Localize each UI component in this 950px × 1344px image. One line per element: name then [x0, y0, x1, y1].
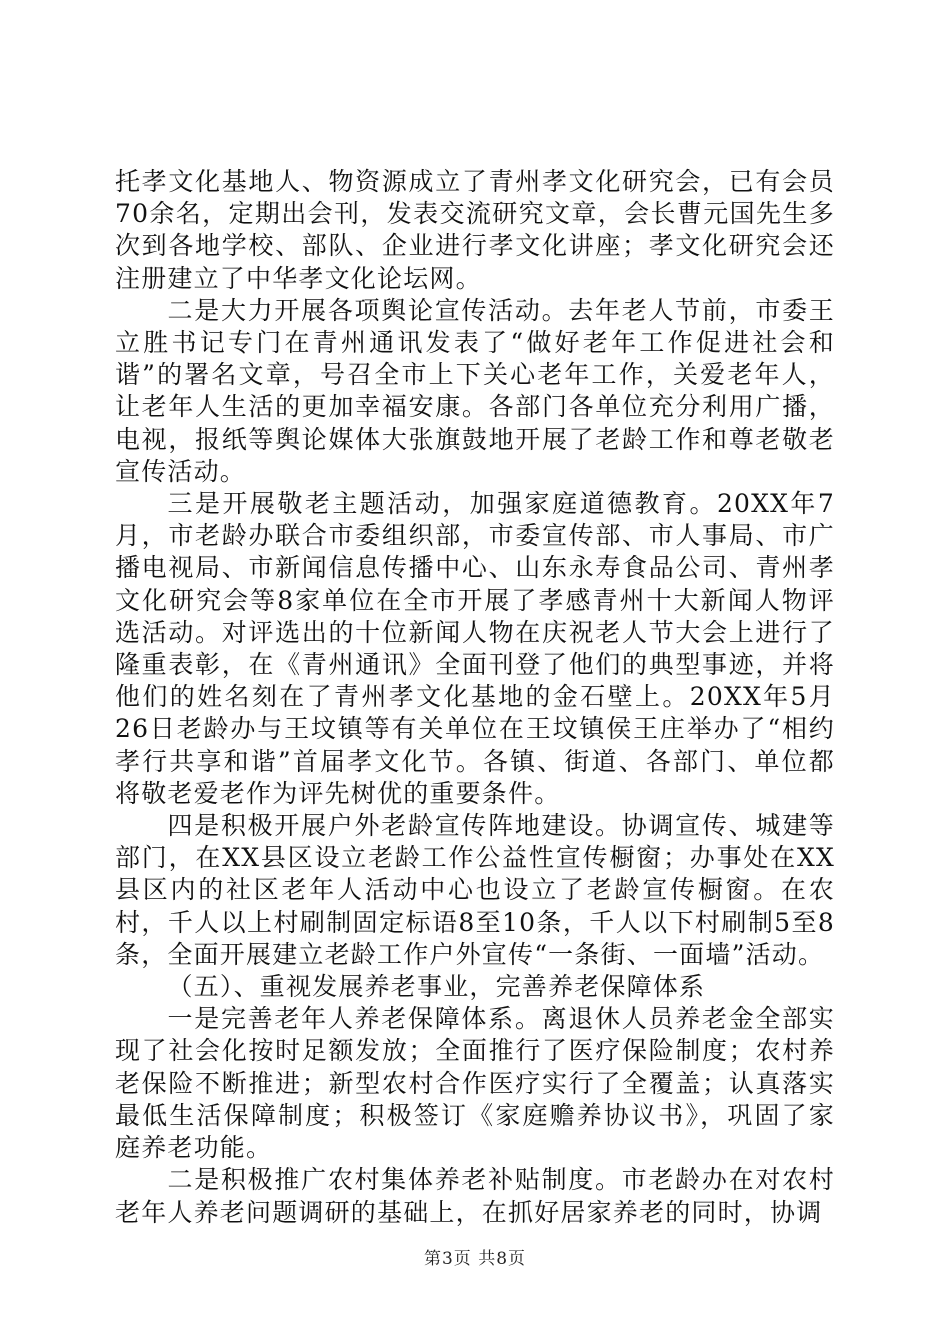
paragraph-continuation: 托孝文化基地人、物资源成立了青州孝文化研究会，已有会员70余名，定期出会刊，发表交流研究文章，会长曹元国先生多次到各地学校、部队、企业进行孝文化讲座；孝文化研究会还注册建立了中华孝文化论坛网。: [115, 167, 835, 293]
page-footer: 第3页 共8页: [423, 1249, 527, 1269]
paragraph-outdoor-publicity: 四是积极开展户外老龄宣传阵地建设。协调宣传、城建等部门，在XX县区设立老龄工作公益性宣传橱窗；办事处在XX县区内的社区老年人活动中心也设立了老龄宣传橱窗。在农村，千人以上村刷制固定标语8至10条，千人以下村刷制5至8条，全面开展建立老龄工作户外宣传“一条街、一面墙”活动。: [115, 811, 835, 969]
paragraph-rural-subsidy: 二是积极推广农村集体养老补贴制度。市老龄办在对农村老年人养老问题调研的基础上，在抓好居家养老的同时，协调: [115, 1165, 835, 1227]
paragraph-publicity-activities: 二是大力开展各项舆论宣传活动。去年老人节前，市委王立胜书记专门在青州通讯发表了“做好老年工作促进社会和谐”的署名文章，号召全市上下关心老年工作，关爱老年人，让老年人生活的更加幸福安康。各部门各单位充分利用广播，电视，报纸等舆论媒体大张旗鼓地开展了老龄工作和尊老敬老宣传活动。: [115, 295, 835, 486]
paragraph-pension-system: 一是完善老年人养老保障体系。离退休人员养老金全部实现了社会化按时足额发放；全面推行了医疗保险制度；农村养老保险不断推进；新型农村合作医疗实行了全覆盖；认真落实最低生活保障制度；积极签订《家庭赡养协议书》，巩固了家庭养老功能。: [115, 1004, 835, 1163]
section-heading-pension: （五）、重视发展养老事业，完善养老保障体系: [167, 972, 706, 1002]
document-body: [115, 166, 835, 1229]
paragraph-respect-elderly-activities: 三是开展敬老主题活动，加强家庭道德教育。20XX年7月，市老龄办联合市委组织部，市委宣传部、市人事局、市广播电视局、市新闻信息传播中心、山东永寿食品公司、青州孝文化研究会等8家单位在全市开展了孝感青州十大新闻人物评选活动。对评选出的十位新闻人物在庆祝老人节大会上进行了隆重表彰，在《青州通讯》全面刊登了他们的典型事迹，并将他们的姓名刻在了青州孝文化基地的金石壁上。20XX年5月26日老龄办与王坟镇等有关单位在王坟镇侯王庄举办了“相约孝行共享和谐”首届孝文化节。各镇、街道、各部门、单位都将敬老爱老作为评先树优的重要条件。: [115, 489, 835, 808]
